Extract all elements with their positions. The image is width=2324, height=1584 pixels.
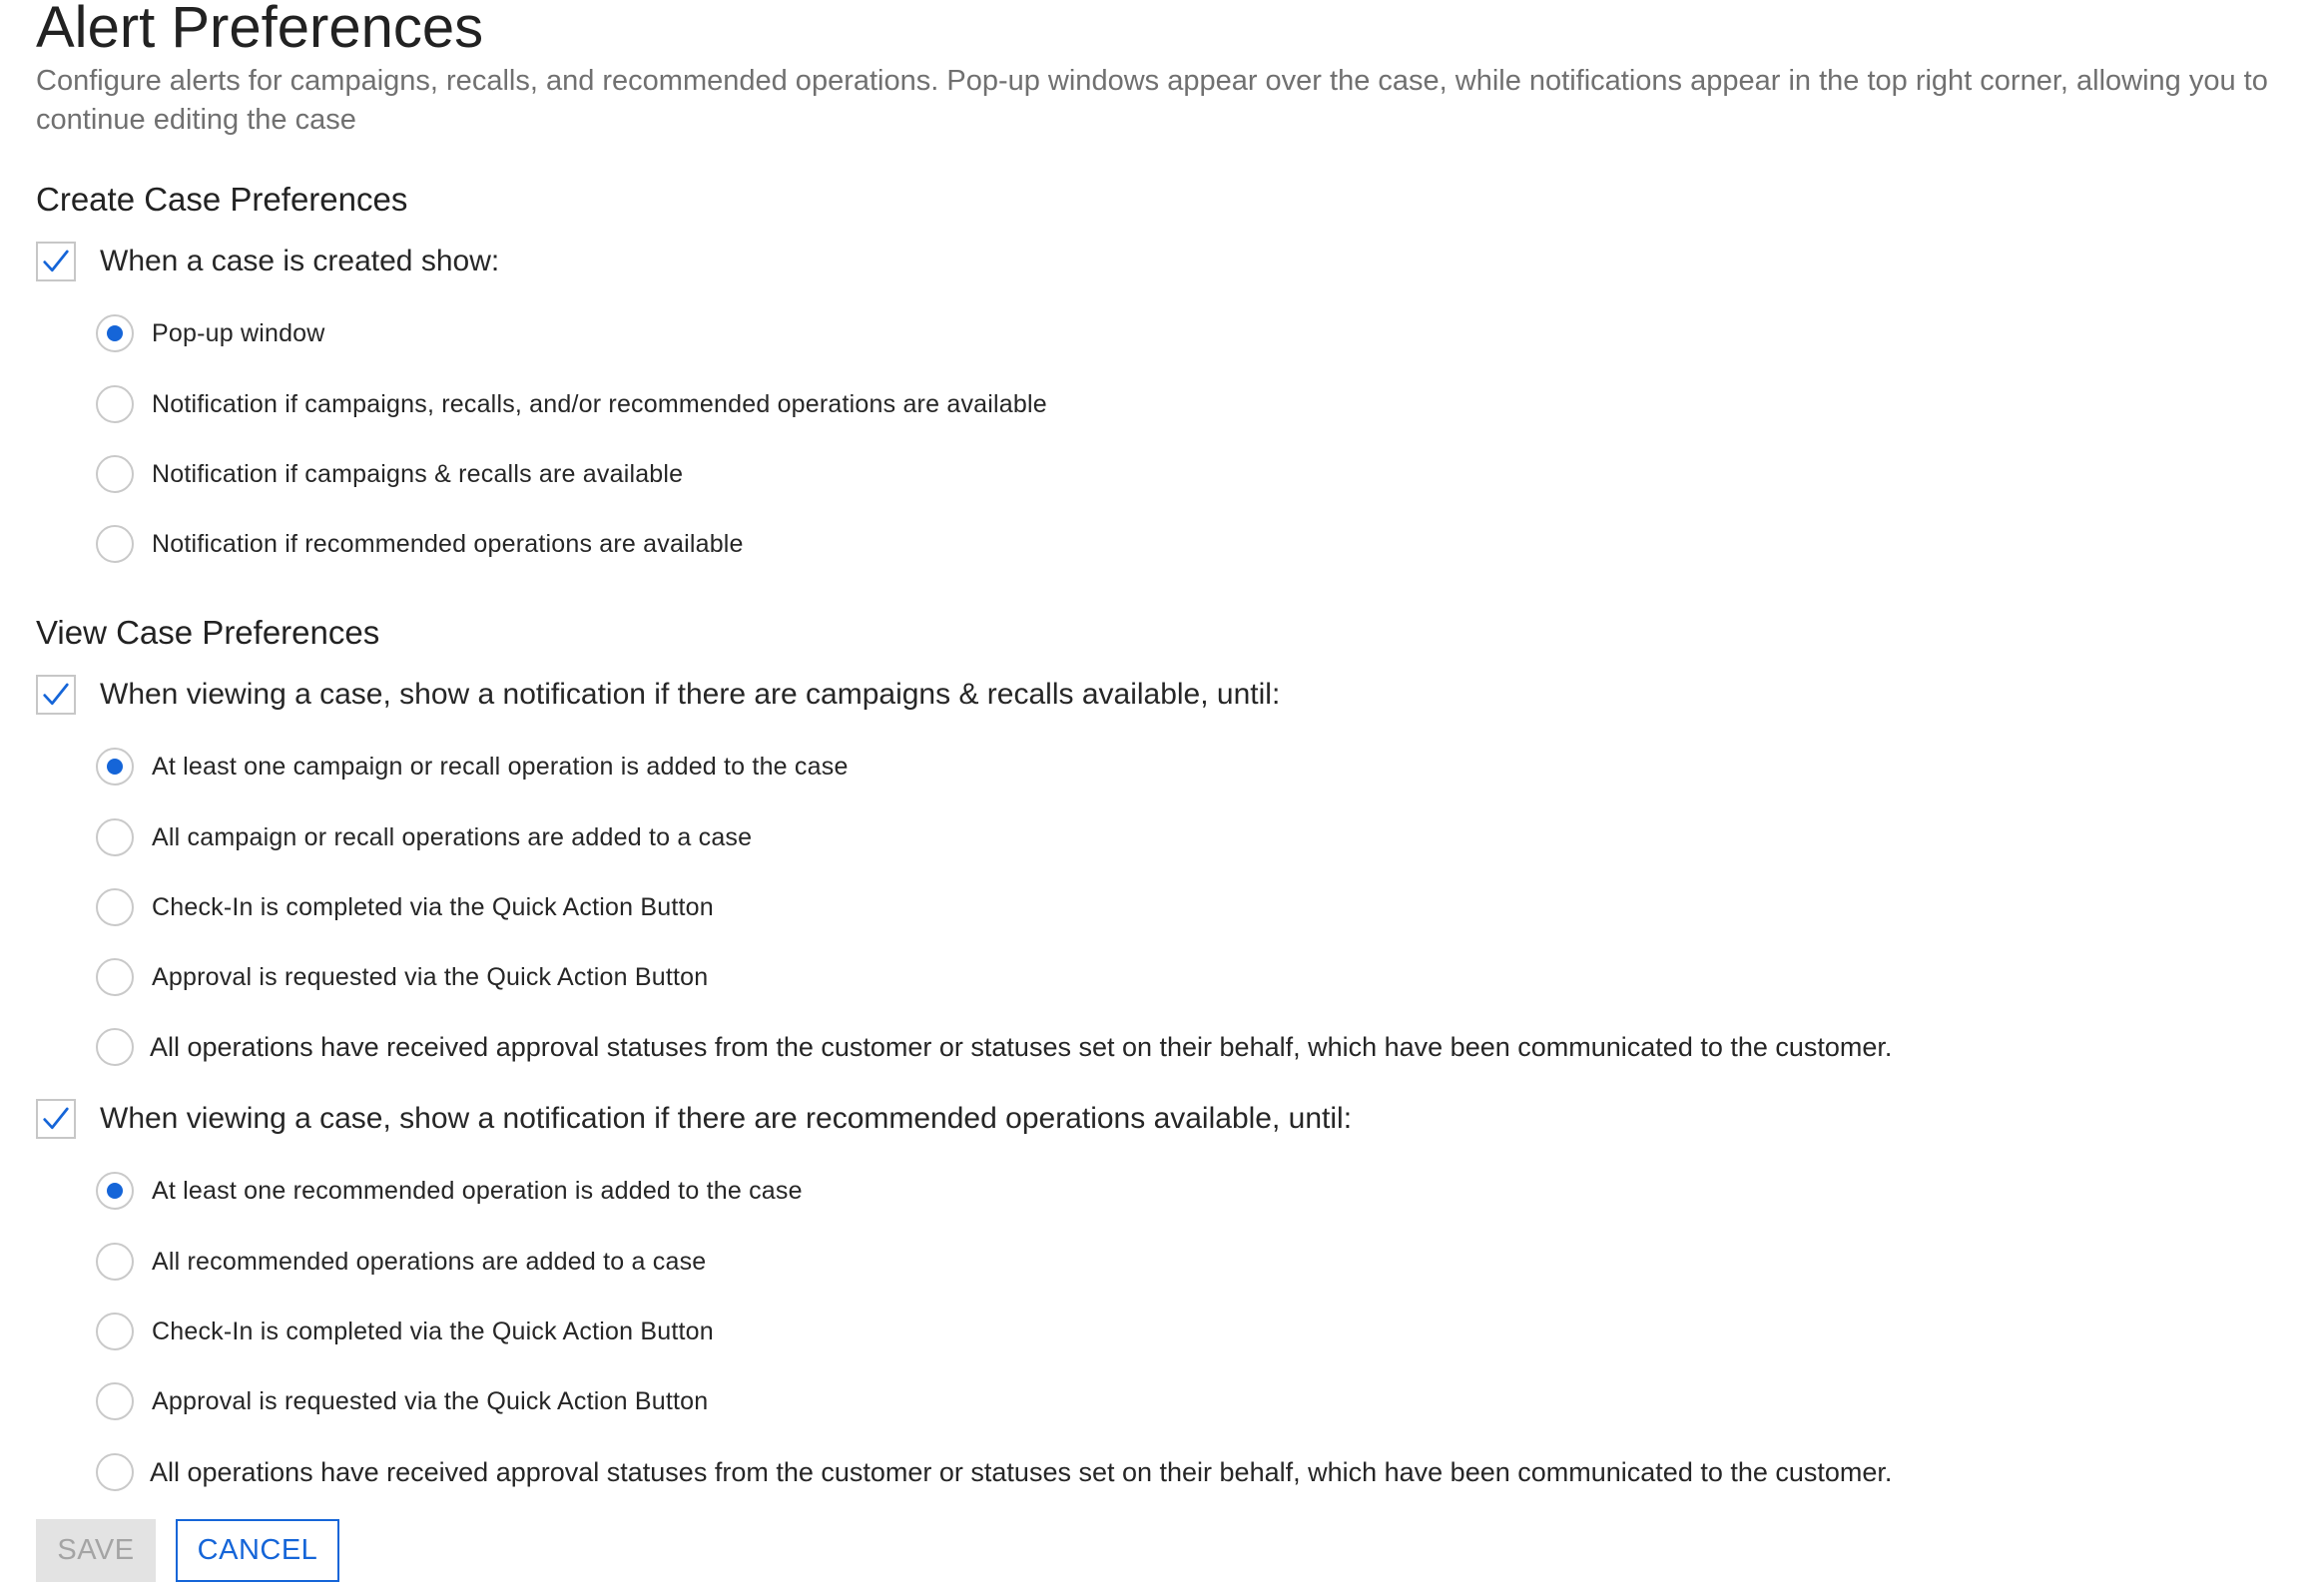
- radio-option-recommended-all-added[interactable]: [96, 1241, 706, 1283]
- view-case-recommended-checkbox-row[interactable]: [36, 1098, 1352, 1140]
- radio-option-label: All operations have received approval statuses from the customer or statuses set on their behalf, which have been communicated to the customer.: [150, 1031, 1893, 1062]
- radio-option-campaign-all-added[interactable]: [96, 816, 752, 858]
- radio-button-selected[interactable]: [96, 1172, 134, 1210]
- radio-option-label: Notification if campaigns, recalls, and/or recommended operations are available: [152, 389, 1047, 418]
- radio-button[interactable]: [96, 1028, 134, 1066]
- radio-button[interactable]: [96, 888, 134, 926]
- radio-button-selected[interactable]: [96, 314, 134, 352]
- view-case-campaigns-checkbox[interactable]: [36, 675, 76, 715]
- create-case-section-title: Create Case Preferences: [36, 181, 408, 218]
- create-case-checkbox-label: When a case is created show:: [100, 245, 500, 277]
- radio-button[interactable]: [96, 818, 134, 856]
- radio-option-campaign-approval-requested[interactable]: [96, 956, 708, 998]
- radio-button[interactable]: [96, 455, 134, 493]
- view-case-section-title: View Case Preferences: [36, 614, 380, 651]
- view-case-campaigns-checkbox-row[interactable]: [36, 674, 1280, 716]
- radio-selected-dot: [107, 759, 123, 775]
- radio-button[interactable]: [96, 385, 134, 423]
- radio-button[interactable]: [96, 1382, 134, 1420]
- radio-option-label: Notification if recommended operations are available: [152, 529, 744, 558]
- radio-option-label: At least one recommended operation is added to the case: [152, 1176, 803, 1205]
- create-case-checkbox[interactable]: [36, 242, 76, 281]
- radio-option-label: Pop-up window: [152, 318, 325, 347]
- cancel-button[interactable]: CANCEL: [176, 1519, 339, 1582]
- radio-option-label: Check-In is completed via the Quick Action Button: [152, 1317, 714, 1345]
- radio-button[interactable]: [96, 1313, 134, 1350]
- radio-button[interactable]: [96, 1243, 134, 1281]
- radio-option-recommended-check-in[interactable]: [96, 1311, 714, 1352]
- radio-option-label: Approval is requested via the Quick Action Button: [152, 1386, 709, 1415]
- radio-option-campaign-all-statuses[interactable]: [96, 1026, 1892, 1068]
- create-case-checkbox-row[interactable]: [36, 241, 499, 282]
- radio-option-label: Approval is requested via the Quick Action Button: [152, 962, 709, 991]
- save-button[interactable]: SAVE: [36, 1519, 156, 1582]
- radio-option-campaign-check-in[interactable]: [96, 886, 714, 928]
- radio-option-recommended-one-added[interactable]: [96, 1170, 803, 1212]
- radio-selected-dot: [107, 1183, 123, 1199]
- radio-button[interactable]: [96, 958, 134, 996]
- radio-button-selected[interactable]: [96, 748, 134, 786]
- checkmark-icon: [41, 247, 71, 276]
- radio-button[interactable]: [96, 1453, 134, 1491]
- radio-option-label: Check-In is completed via the Quick Action Button: [152, 892, 714, 921]
- radio-option-label: All campaign or recall operations are added to a case: [152, 822, 753, 851]
- radio-option-recommended-approval-requested[interactable]: [96, 1380, 708, 1422]
- checkmark-icon: [41, 1104, 71, 1134]
- radio-option-label: All recommended operations are added to a case: [152, 1247, 707, 1276]
- radio-button[interactable]: [96, 525, 134, 563]
- view-case-campaigns-checkbox-label: When viewing a case, show a notification if there are campaigns & recalls available, until:: [100, 678, 1281, 711]
- view-case-recommended-checkbox-label: When viewing a case, show a notification if there are recommended operations available, until:: [100, 1102, 1353, 1135]
- page-title: Alert Preferences: [36, 0, 484, 60]
- radio-option-notification-recommended[interactable]: [96, 523, 744, 565]
- radio-option-campaign-one-added[interactable]: [96, 746, 849, 788]
- radio-option-label: At least one campaign or recall operation is added to the case: [152, 752, 849, 781]
- radio-option-notification-all[interactable]: [96, 383, 1047, 425]
- checkmark-icon: [41, 680, 71, 710]
- radio-selected-dot: [107, 325, 123, 341]
- page-description: Configure alerts for campaigns, recalls, and recommended operations. Pop-up windows appear over the case, while notifications appear in the top right corner, allowing you to continue editing the case: [36, 65, 2268, 136]
- view-case-recommended-checkbox[interactable]: [36, 1099, 76, 1139]
- radio-option-label: Notification if campaigns & recalls are available: [152, 459, 684, 488]
- radio-option-label: All operations have received approval statuses from the customer or statuses set on their behalf, which have been communicated to the customer.: [150, 1456, 1893, 1487]
- radio-option-popup-window[interactable]: [96, 312, 325, 354]
- radio-option-notification-campaigns-recalls[interactable]: [96, 453, 683, 495]
- radio-option-recommended-all-statuses[interactable]: [96, 1451, 1892, 1493]
